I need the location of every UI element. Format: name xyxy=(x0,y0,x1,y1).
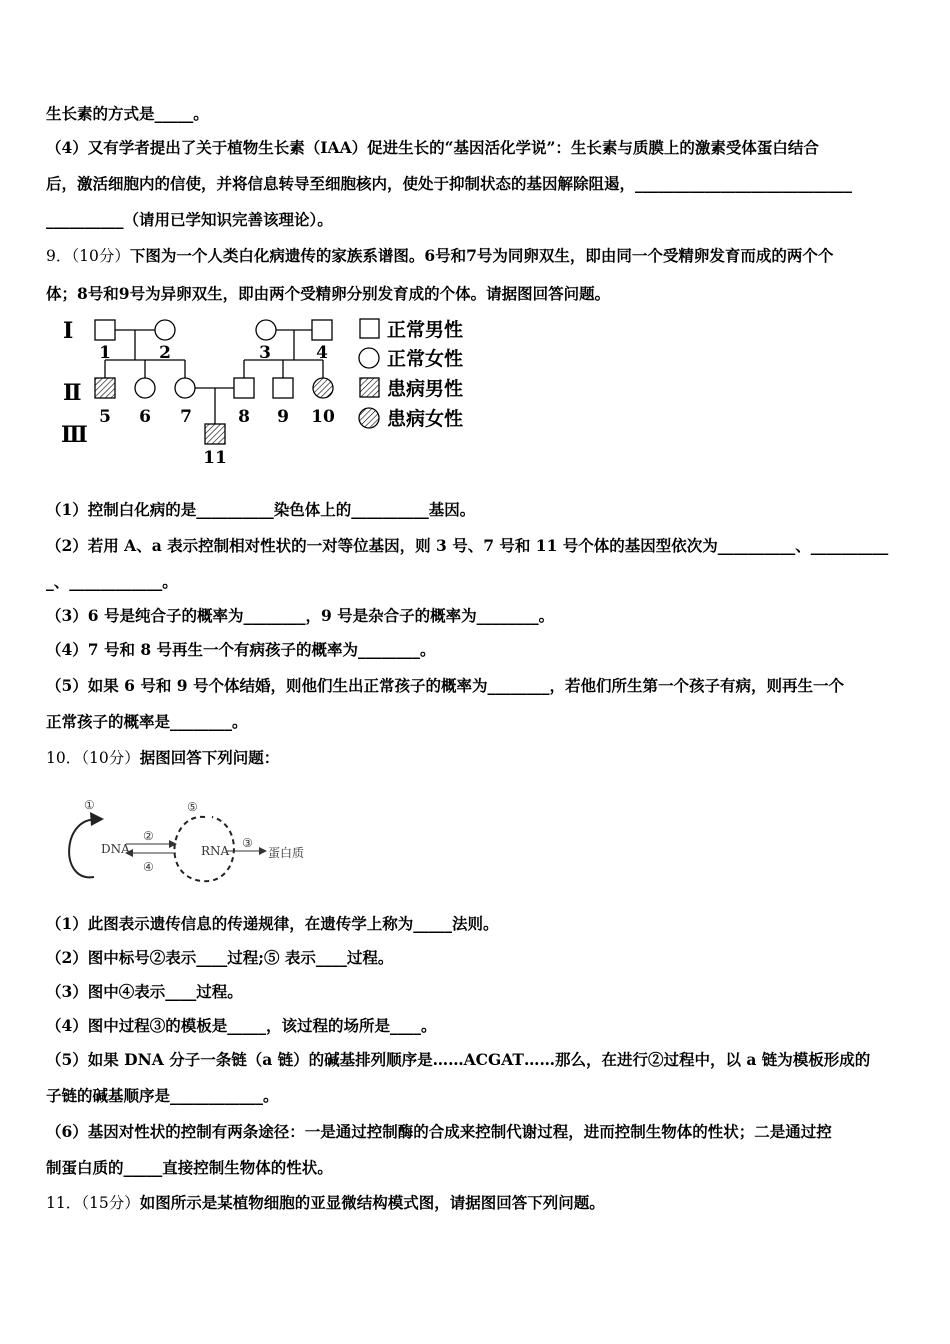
individual-number: 6 xyxy=(139,407,151,427)
individual-number: 7 xyxy=(180,407,192,427)
individual-8-male xyxy=(234,378,254,398)
process-number: ③ xyxy=(242,836,253,850)
individual-number: 1 xyxy=(99,343,111,363)
text-line: _、____________。 xyxy=(46,572,178,591)
question-number: 10．（10分） xyxy=(46,749,140,767)
question-9-2: （2）若用 A、a 表示控制相对性状的一对等位基因，则 3 号、7 号和 11 号个体的基因型依次为__________、__________ xyxy=(46,536,889,555)
individual-5-affected-male xyxy=(95,378,115,398)
protein-label: 蛋白质 xyxy=(268,846,305,860)
individual-3-female xyxy=(256,320,276,340)
process-number: ① xyxy=(84,798,95,812)
individual-number: 8 xyxy=(238,407,250,427)
question-9-4: （4）7 号和 8 号再生一个有病孩子的概率为________。 xyxy=(46,640,436,659)
question-10-6: （6）基因对性状的控制有两条途径：一是通过控制酶的合成来控制代谢过程，进而控制生物体的性状；二是通过控 xyxy=(46,1122,832,1141)
individual-number: 11 xyxy=(203,448,227,468)
individual-10-affected-female xyxy=(313,378,333,398)
replication-loop-arrow xyxy=(69,820,100,878)
text-line: 体；8号和9号为异卵双生，即由两个受精卵分别发育成的个体。请据图回答问题。 xyxy=(46,284,611,303)
text-line: __________（请用已学知识完善该理论）。 xyxy=(46,210,333,229)
generation-label: Ⅱ xyxy=(63,380,82,406)
central-dogma-diagram xyxy=(60,795,320,890)
text-line: 后，激活细胞内的信使，并将信息转导至细胞核内，使处于抑制状态的基因解除阻遏，____________________________ xyxy=(46,174,853,193)
replication-arrowhead xyxy=(90,812,104,826)
process-number: ② xyxy=(143,829,154,843)
legend-normal-female-icon xyxy=(359,348,379,368)
text-line: 制蛋白质的_____直接控制生物体的性状。 xyxy=(46,1158,333,1177)
question-text: 据图回答下列问题： xyxy=(139,748,280,767)
question-number: 9．（10分） xyxy=(46,247,130,265)
process-number: ④ xyxy=(143,860,154,874)
question-9-5: （5）如果 6 号和 9 号个体结婚，则他们生出正常孩子的概率为________，若他们所生第一个孩子有病，则再生一个 xyxy=(46,676,844,695)
text-line: 子链的碱基顺序是____________。 xyxy=(46,1086,279,1105)
legend-affected-male-icon xyxy=(360,378,379,397)
question-10-1: （1）此图表示遗传信息的传递规律，在遗传学上称为_____法则。 xyxy=(46,914,499,933)
text-line: 正常孩子的概率是________。 xyxy=(46,712,248,731)
legend-label: 患病男性 xyxy=(387,378,464,400)
rna-label: RNA xyxy=(201,844,230,858)
question-text: 如图所示是某植物细胞的亚显微结构模式图，请据图回答下列问题。 xyxy=(139,1193,605,1212)
individual-number: 5 xyxy=(99,407,111,427)
legend-label: 患病女性 xyxy=(387,408,464,430)
question-10-3: （3）图中④表示____过程。 xyxy=(46,982,243,1001)
dna-label: DNA xyxy=(101,842,130,856)
individual-number: 9 xyxy=(277,407,289,427)
individual-number: 10 xyxy=(311,407,335,427)
individual-2-female xyxy=(155,320,175,340)
individual-number: 3 xyxy=(259,343,271,363)
question-text: 下图为一个人类白化病遗传的家族系谱图。6号和7号为同卵双生，即由同一个受精卵发育而成的两个个 xyxy=(129,246,834,265)
text-line: （4）又有学者提出了关于植物生长素（IAA）促进生长的“基因活化学说”：生长素与质膜上的激素受体蛋白结合 xyxy=(46,138,819,157)
process-number: ⑤ xyxy=(187,800,198,814)
pedigree-chart xyxy=(55,312,475,470)
text-line: 生长素的方式是_____。 xyxy=(46,104,209,123)
question-9-1: （1）控制白化病的是__________染色体上的__________基因。 xyxy=(46,500,476,519)
individual-11-affected-male xyxy=(205,424,225,444)
legend-label: 正常女性 xyxy=(387,348,464,370)
generation-label: Ⅲ xyxy=(61,422,88,448)
question-10-stem xyxy=(46,748,279,768)
individual-1-male xyxy=(95,320,115,340)
legend-label: 正常男性 xyxy=(387,319,464,341)
legend-normal-male-icon xyxy=(360,319,379,338)
question-10-2: （2）图中标号②表示____过程;⑤ 表示____过程。 xyxy=(46,948,394,967)
question-10-5: （5）如果 DNA 分子一条链（a 链）的碱基排列顺序是……ACGAT……那么，在进行②过程中，以 a 链为模板形成的 xyxy=(46,1050,871,1069)
individual-9-male xyxy=(273,378,293,398)
individual-4-male xyxy=(312,320,332,340)
question-9-3: （3）6 号是纯合子的概率为________，9 号是杂合子的概率为________。 xyxy=(46,606,555,625)
question-11-stem xyxy=(46,1193,605,1213)
question-10-4: （4）图中过程③的模板是_____，该过程的场所是____。 xyxy=(46,1016,437,1035)
individual-number: 2 xyxy=(159,343,171,363)
individual-number: 4 xyxy=(316,343,328,363)
generation-label: Ⅰ xyxy=(63,318,74,344)
individual-6-female xyxy=(135,378,155,398)
legend-affected-female-icon xyxy=(359,408,379,428)
question-9-stem xyxy=(46,246,833,266)
question-number: 11．（15分） xyxy=(46,1194,140,1212)
individual-7-female xyxy=(175,378,195,398)
